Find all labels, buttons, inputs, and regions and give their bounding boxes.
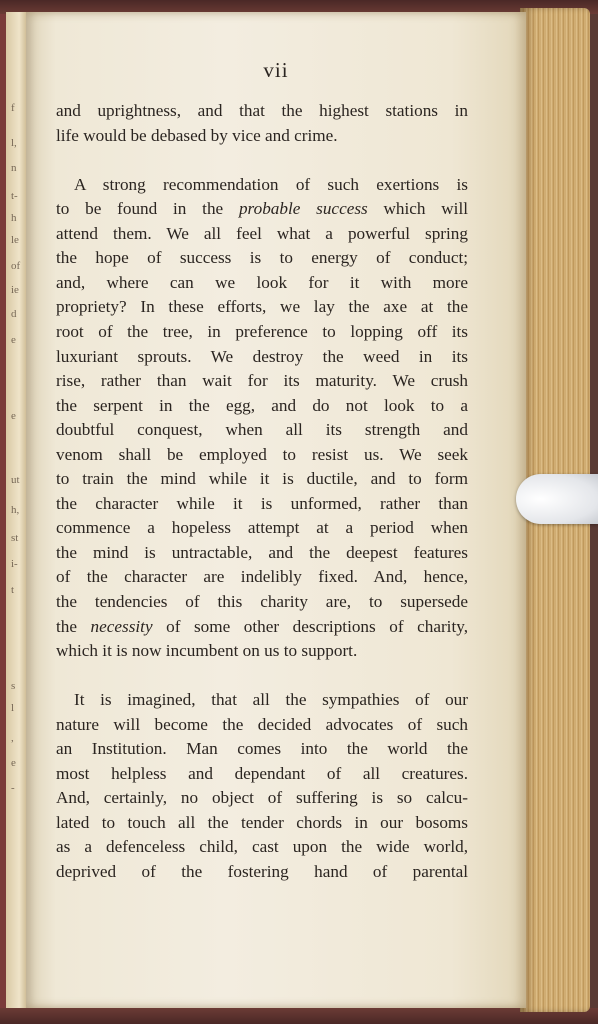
text-line: of the character are indelibly fixed. And, hence, <box>56 567 468 587</box>
text-line: And, certainly, no object of suffering is so calcu- <box>56 788 468 808</box>
facing-page-fragment: st <box>11 532 19 544</box>
facing-page-fragment: l, <box>11 137 17 149</box>
facing-page-fragment: h, <box>11 504 20 516</box>
text-line: as a defenceless child, cast upon the wide world, <box>56 837 468 857</box>
facing-page-fragment: n <box>11 162 17 174</box>
text-line <box>56 616 468 638</box>
text-line: most helpless and dependant of all creatures. <box>56 763 468 783</box>
facing-page-fragment: e <box>11 757 16 769</box>
facing-page-fragment: e <box>11 334 16 346</box>
text-run: which will <box>367 199 468 219</box>
text-line: life would be debased by vice and crime. <box>56 125 338 145</box>
facing-page-fragment: s <box>11 680 16 692</box>
facing-page-fragment: t- <box>11 190 18 202</box>
facing-page-fragment: , <box>11 732 14 744</box>
emphasized-text: probable success <box>238 199 368 219</box>
text-run: of some other descriptions of charity, <box>152 616 469 636</box>
text-line: venom shall be employed to resist us. We seek <box>56 444 468 464</box>
text-line: and uprightness, and that the highest stations in <box>56 101 468 120</box>
text-line: the hope of success is to energy of conduct; <box>56 248 468 268</box>
text-line: to train the mind while it is ductile, and to form <box>56 469 468 489</box>
text-run: to be found in the <box>56 199 239 219</box>
facing-page-fragment: ut <box>11 474 20 486</box>
text-line: the mind is untractable, and the deepest features <box>56 542 468 562</box>
text-line: the character while it is unformed, rather than <box>56 493 468 513</box>
facing-page-fragment: d <box>11 308 17 320</box>
text-line: luxuriant sprouts. We destroy the weed in its <box>56 346 468 366</box>
facing-page-fragment: h <box>11 212 17 224</box>
facing-page-fragment: t <box>11 584 15 596</box>
binding-bottom <box>0 1008 598 1024</box>
text-run: the <box>56 616 91 636</box>
text-line: commence a hopeless attempt at a period when <box>56 518 468 538</box>
text-line: nature will become the decided advocates of such <box>56 714 468 734</box>
text-line <box>56 198 468 220</box>
facing-page-fragment: of <box>11 260 21 272</box>
emphasized-text: necessity <box>90 616 153 636</box>
text-line: doubtful conquest, when all its strength and <box>56 420 468 440</box>
text-line: an Institution. Man comes into the world the <box>56 739 468 759</box>
text-line: A strong recommendation of such exertions is <box>74 174 468 194</box>
page-clip-holder <box>516 474 598 524</box>
text-line: attend them. We all feel what a powerful spring <box>56 223 468 243</box>
text-line: which it is now incumbent on us to support. <box>56 641 358 660</box>
text-line: deprived of the fostering hand of parental <box>56 861 468 881</box>
text-line: rise, rather than wait for its maturity. We crush <box>56 371 468 390</box>
text-line: root of the tree, in preference to lopping off its <box>56 321 468 341</box>
text-line: the serpent in the egg, and do not look to a <box>56 395 468 415</box>
facing-page-fragment: i- <box>11 558 18 570</box>
facing-page-fragment: ie <box>11 284 19 296</box>
facing-page-fragment: le <box>11 234 19 246</box>
facing-page-fragment: l <box>11 702 15 714</box>
facing-page-fragment: e <box>11 410 16 422</box>
text-line: It is imagined, that all the sympathies of our <box>74 690 468 710</box>
facing-page-fragment: - <box>11 782 15 794</box>
text-line: and, where can we look for it with more <box>56 272 468 292</box>
facing-page-fragment: f <box>11 102 15 114</box>
text-line: propriety? In these efforts, we lay the axe at the <box>56 297 468 317</box>
text-line: lated to touch all the tender chords in our bosoms <box>56 812 468 832</box>
page-number: vii <box>263 58 289 82</box>
text-line: the tendencies of this charity are, to supersede <box>56 592 468 611</box>
book-page <box>26 12 526 1008</box>
